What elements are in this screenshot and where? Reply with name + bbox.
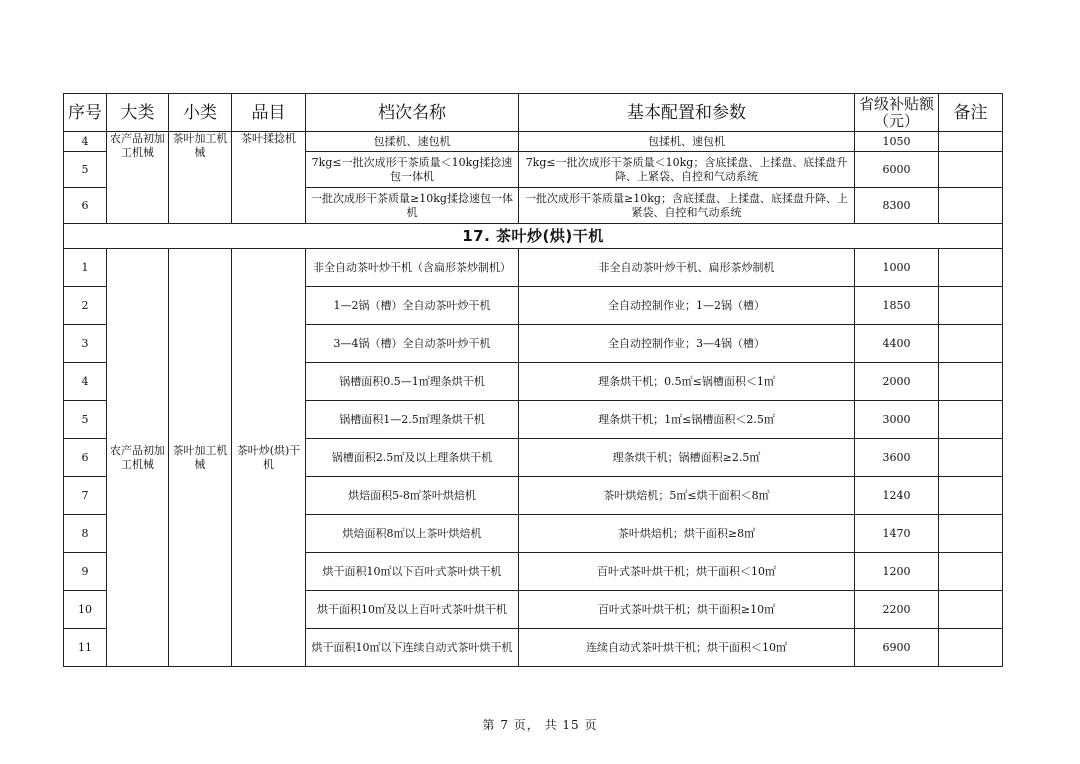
seq-cell: 3 bbox=[64, 325, 107, 363]
seq-cell: 7 bbox=[64, 477, 107, 515]
seq-cell: 4 bbox=[64, 363, 107, 401]
grade-cell: 锅槽面积2.5㎡及以上理条烘干机 bbox=[306, 439, 519, 477]
header-category: 大类 bbox=[107, 94, 169, 132]
config-cell: 连续自动式茶叶烘干机；烘干面积＜10㎡ bbox=[519, 629, 855, 667]
subsidy-cell: 1200 bbox=[855, 553, 939, 591]
remark-cell bbox=[939, 363, 1003, 401]
seq-cell: 5 bbox=[64, 152, 107, 188]
subsidy-cell: 2200 bbox=[855, 591, 939, 629]
header-remark: 备注 bbox=[939, 94, 1003, 132]
grade-cell: 烘干面积10㎡以下连续自动式茶叶烘干机 bbox=[306, 629, 519, 667]
remark-cell bbox=[939, 515, 1003, 553]
seq-cell: 11 bbox=[64, 629, 107, 667]
subsidy-cell: 1240 bbox=[855, 477, 939, 515]
grade-cell: 7kg≤一批次成形干茶质量＜10kg揉捻速包一体机 bbox=[306, 152, 519, 188]
config-cell: 全自动控制作业；1—2锅（槽） bbox=[519, 287, 855, 325]
remark-cell bbox=[939, 591, 1003, 629]
seq-cell: 6 bbox=[64, 188, 107, 224]
seq-cell: 2 bbox=[64, 287, 107, 325]
remark-cell bbox=[939, 477, 1003, 515]
seq-cell: 5 bbox=[64, 401, 107, 439]
seq-cell: 1 bbox=[64, 249, 107, 287]
item-cell: 茶叶炒(烘)干机 bbox=[232, 249, 306, 667]
subsidy-cell: 2000 bbox=[855, 363, 939, 401]
category-cell: 农产品初加工机械 bbox=[107, 249, 169, 667]
grade-cell: 烘焙面积8㎡以上茶叶烘焙机 bbox=[306, 515, 519, 553]
subsidy-cell: 1470 bbox=[855, 515, 939, 553]
config-cell: 包揉机、速包机 bbox=[519, 132, 855, 152]
section-row bbox=[64, 224, 1003, 249]
header-subcategory: 小类 bbox=[169, 94, 232, 132]
remark-cell bbox=[939, 132, 1003, 152]
config-cell: 7kg≤一批次成形干茶质量＜10kg；含底揉盘、上揉盘、底揉盘升降、上紧袋、自控和气动系统 bbox=[519, 152, 855, 188]
config-cell: 百叶式茶叶烘干机；烘干面积≥10㎡ bbox=[519, 591, 855, 629]
grade-cell: 烘焙面积5-8㎡茶叶烘焙机 bbox=[306, 477, 519, 515]
grade-cell: 烘干面积10㎡及以上百叶式茶叶烘干机 bbox=[306, 591, 519, 629]
header-row bbox=[64, 94, 1003, 132]
seq-cell: 6 bbox=[64, 439, 107, 477]
subsidy-cell: 3600 bbox=[855, 439, 939, 477]
header-seq: 序号 bbox=[64, 94, 107, 132]
grade-cell: 锅槽面积0.5—1㎡理条烘干机 bbox=[306, 363, 519, 401]
subsidy-cell: 4400 bbox=[855, 325, 939, 363]
seq-cell: 4 bbox=[64, 132, 107, 152]
config-cell: 理条烘干机；1㎡≤锅槽面积＜2.5㎡ bbox=[519, 401, 855, 439]
subsidy-cell: 1850 bbox=[855, 287, 939, 325]
remark-cell bbox=[939, 152, 1003, 188]
remark-cell bbox=[939, 401, 1003, 439]
section-title: 17. 茶叶炒(烘)干机 bbox=[64, 224, 1003, 249]
grade-cell: 包揉机、速包机 bbox=[306, 132, 519, 152]
subsidy-cell: 8300 bbox=[855, 188, 939, 224]
table-row bbox=[64, 249, 1003, 287]
remark-cell bbox=[939, 188, 1003, 224]
config-cell: 茶叶烘焙机；烘干面积≥8㎡ bbox=[519, 515, 855, 553]
grade-cell: 非全自动茶叶炒干机（含扁形茶炒制机） bbox=[306, 249, 519, 287]
remark-cell bbox=[939, 325, 1003, 363]
table-row bbox=[64, 132, 1003, 152]
seq-cell: 10 bbox=[64, 591, 107, 629]
config-cell: 理条烘干机；0.5㎡≤锅槽面积＜1㎡ bbox=[519, 363, 855, 401]
grade-cell: 烘干面积10㎡以下百叶式茶叶烘干机 bbox=[306, 553, 519, 591]
seq-cell: 9 bbox=[64, 553, 107, 591]
grade-cell: 1—2锅（槽）全自动茶叶炒干机 bbox=[306, 287, 519, 325]
grade-cell: 一批次成形干茶质量≥10kg揉捻速包一体机 bbox=[306, 188, 519, 224]
subsidy-cell: 6000 bbox=[855, 152, 939, 188]
subsidy-cell: 1050 bbox=[855, 132, 939, 152]
config-cell: 一批次成形干茶质量≥10kg；含底揉盘、上揉盘、底揉盘升降、上紧袋、自控和气动系统 bbox=[519, 188, 855, 224]
config-cell: 理条烘干机；锅槽面积≥2.5㎡ bbox=[519, 439, 855, 477]
remark-cell bbox=[939, 629, 1003, 667]
subsidy-cell: 1000 bbox=[855, 249, 939, 287]
seq-cell: 8 bbox=[64, 515, 107, 553]
header-item: 品目 bbox=[232, 94, 306, 132]
config-cell: 茶叶烘焙机；5㎡≤烘干面积＜8㎡ bbox=[519, 477, 855, 515]
config-cell: 全自动控制作业；3—4锅（槽） bbox=[519, 325, 855, 363]
subcategory-cell: 茶叶加工机械 bbox=[169, 249, 232, 667]
grade-cell: 3—4锅（槽）全自动茶叶炒干机 bbox=[306, 325, 519, 363]
header-grade: 档次名称 bbox=[306, 94, 519, 132]
remark-cell bbox=[939, 553, 1003, 591]
config-cell: 百叶式茶叶烘干机；烘干面积＜10㎡ bbox=[519, 553, 855, 591]
subsidy-cell: 6900 bbox=[855, 629, 939, 667]
remark-cell bbox=[939, 249, 1003, 287]
subsidy-cell: 3000 bbox=[855, 401, 939, 439]
config-cell: 非全自动茶叶炒干机、扁形茶炒制机 bbox=[519, 249, 855, 287]
grade-cell: 锅槽面积1—2.5㎡理条烘干机 bbox=[306, 401, 519, 439]
header-config: 基本配置和参数 bbox=[519, 94, 855, 132]
subsidy-table bbox=[63, 93, 1003, 667]
item-cell: 茶叶揉捻机 bbox=[232, 132, 306, 224]
remark-cell bbox=[939, 439, 1003, 477]
header-subsidy: 省级补贴额（元） bbox=[855, 94, 939, 132]
remark-cell bbox=[939, 287, 1003, 325]
subcategory-cell: 茶叶加工机械 bbox=[169, 132, 232, 224]
category-cell: 农产品初加工机械 bbox=[107, 132, 169, 224]
page-footer: 第 7 页， 共 15 页 bbox=[482, 718, 598, 732]
